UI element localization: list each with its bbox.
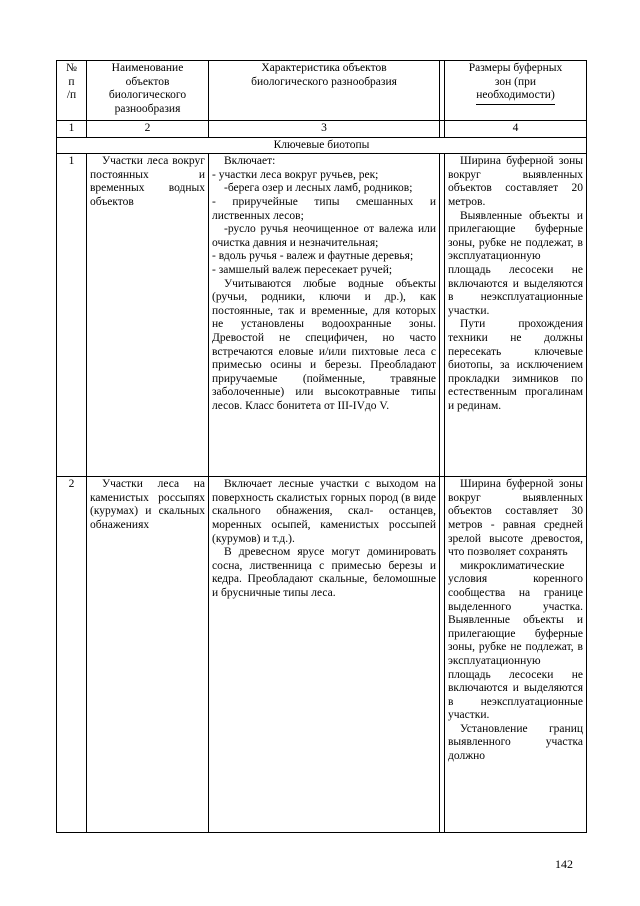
header-size-line: зон (при (494, 75, 537, 88)
section-row (57, 137, 587, 154)
size-paragraph: Выявленные объекты и прилегающие буферные зоны, рубке не подлежат, в эксплуатационную площадь лесосеки не включаются и выделяются в неэксплуатационные участки. (448, 209, 583, 317)
char-line: -берега озер и лесных ламб, родников; (224, 182, 413, 195)
size-paragraph: Ширина буферной зоны вокруг выявленных объектов составляет 20 метров. (448, 155, 583, 208)
column-number: 2 (87, 121, 209, 138)
header-char-line: Характеристика объектов (261, 62, 387, 74)
column-number: 3 (209, 121, 440, 138)
page-number: 142 (555, 857, 573, 871)
char-line: - вдоль ручья - валеж и фаутные деревья; (212, 250, 414, 263)
size-paragraph: Ширина буферной зоны вокруг выявленных объектов составляет 30 метров - равная средней зрелой высоте древостоя, что позволяет сохранять (448, 478, 583, 559)
header-size-line: Размеры буферных (468, 62, 563, 74)
char-paragraph: Учитываются любые водные объекты (ручьи, родники, ключи и др.), как постоянные, так и временные, для которых не установлены водоохранные зоны. Древостой не специфичен, но часто встречаются еловые и/или пихтовые леса с примесью осины и березы. Преобладают приручаемые (пойменные, травяные заболоченные) или высокотравные типы лесов. Класс бонитета от III-IVдо V. (212, 277, 436, 412)
row-number: 2 (57, 477, 87, 833)
column-number: 1 (57, 121, 87, 138)
row-buffer-size (445, 477, 587, 833)
biotope-table (56, 60, 587, 833)
char-line: - приручейные типы смешанных и лиственных лесов; (212, 195, 436, 222)
table-header-row (57, 61, 587, 121)
section-title: Ключевые биотопы (57, 137, 587, 154)
header-size-line (448, 89, 583, 105)
row-buffer-size (445, 154, 587, 477)
row-name: Участки леса вокруг постоянных и временных водных объектов (87, 154, 209, 477)
table-row (57, 477, 587, 833)
header-name-line: разнообразия (114, 102, 181, 115)
char-line: Включает: (224, 155, 276, 168)
char-line: -русло ручья неочищенное от валежа или очистка давния и незначительная; (212, 223, 436, 249)
char-paragraph: Включает лесные участки с выходом на поверхность скалистых горных пород (в виде скального обнажения, скал- останцев, моренных осыпей, каменистых россыпей (курумов) и т.д.). (212, 478, 436, 545)
column-number-row (57, 121, 587, 138)
char-paragraph: В древесном ярусе могут доминировать сосна, лиственница с примесью березы и кедра. Преобладают скальные, беломошные и брусничные типы леса. (212, 546, 436, 599)
header-num-line: № (66, 62, 77, 74)
size-paragraph: микроклиматические условия коренного сообщества на границе выделенного участка. Выявленные объекты и прилегающие буферные зоны, рубке не подлежат, в эксплуатационную площадь лесосеки не включаются и выделяются в неэксплуатационные участки. (448, 559, 583, 722)
header-size-underlined: необходимости) (476, 89, 555, 105)
header-char (209, 61, 440, 121)
header-num-line: /п (66, 89, 77, 102)
char-line: - участки леса вокруг ручьев, рек; (212, 168, 379, 181)
size-paragraph: Пути прохождения техники не должны пересекать ключевые биотопы, за исключением прокладки зимников по естественным прогалинам и рединам. (448, 318, 583, 412)
header-name-line: Наименование (111, 62, 184, 74)
header-num-line: п (68, 75, 75, 88)
header-num (57, 61, 87, 121)
char-line: - замшелый валеж пересекает ручей; (212, 263, 393, 276)
column-number: 4 (445, 121, 587, 138)
row-name: Участки леса на каменистых россыпях (курумах) и скальных обнажениях (87, 477, 209, 833)
header-char-line: биологического разнообразия (251, 75, 397, 88)
header-name (87, 61, 209, 121)
row-characteristic (209, 477, 440, 833)
header-size (445, 61, 587, 121)
row-number: 1 (57, 154, 87, 477)
size-paragraph: Установление границ выявленного участка должно (448, 722, 583, 763)
table-row (57, 154, 587, 477)
row-characteristic (209, 154, 440, 477)
header-name-line: объектов (125, 75, 170, 88)
header-name-line: биологического (108, 89, 187, 102)
